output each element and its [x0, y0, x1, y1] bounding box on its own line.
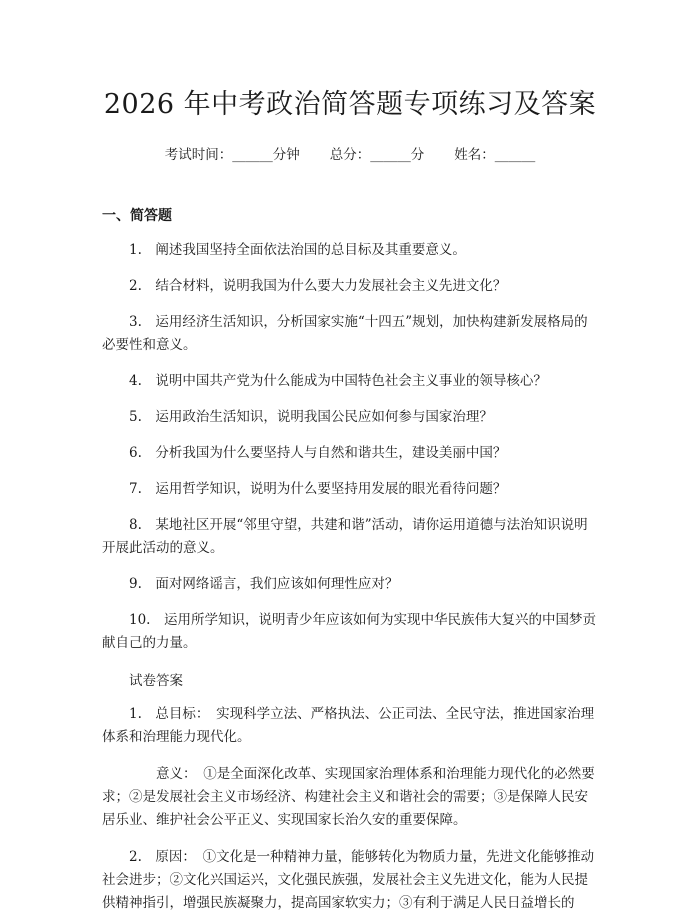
question-item: 10. 运用所学知识，说明青少年应该如何为实现中华民族伟大复兴的中国梦贡献自己的力量。: [102, 612, 596, 651]
total-score-label: 总分：______分: [329, 147, 425, 163]
question-item: 2. 结合材料，说明我国为什么要大力发展社会主义先进文化？: [129, 278, 507, 294]
question-item: 5. 运用政治生活知识，说明我国公民应如何参与国家治理？: [129, 409, 493, 425]
question-item: 1. 阐述我国坚持全面依法治国的总目标及其重要意义。: [129, 242, 466, 258]
question-item: 9. 面对网络谣言，我们应该如何理性应对？: [129, 576, 399, 592]
answers-title: 试卷答案: [129, 673, 183, 689]
exam-meta: [102, 143, 598, 163]
answer-2-reason: 2. 原因： ①文化是一种精神力量，能够转化为物质力量，先进文化能够推动社会进步；②文化兴国运兴，文化强民族强，发展社会主义先进文化，能为人民提供精神指引，增强民族凝聚力，提高国家软实力；③有利于满足人民日益增长的: [102, 849, 595, 911]
name-label: 姓名：______: [454, 147, 536, 163]
question-item: 6. 分析我国为什么要坚持人与自然和谐共生，建设美丽中国？: [129, 445, 507, 461]
question-item: 8. 某地社区开展“邻里守望，共建和谐”活动，请你运用道德与法治知识说明开展此活动的意义。: [102, 517, 588, 556]
question-item: 4. 说明中国共产党为什么能成为中国特色社会主义事业的领导核心？: [129, 373, 547, 389]
exam-time-label: 考试时间：______分钟: [164, 147, 300, 163]
document-title: 2026 年中考政治简答题专项练习及答案: [103, 89, 597, 120]
answer-1-meaning: 意义： ①是全面深化改革、实现国家治理体系和治理能力现代化的必然要求；②是发展社会主义市场经济、构建社会主义和谐社会的需要；③是保障人民安居乐业、维护社会公平正义、实现国家长治久安的重要保障。: [102, 766, 595, 828]
question-item: 3. 运用经济生活知识，分析国家实施“十四五”规划，加快构建新发展格局的必要性和意义。: [102, 314, 588, 353]
question-item: 7. 运用哲学知识，说明为什么要坚持用发展的眼光看待问题？: [129, 481, 507, 497]
question-list: [102, 239, 598, 655]
answer-1-goal: 1. 总目标： 实现科学立法、严格执法、公正司法、全民守法，推进国家治理体系和治理能力现代化。: [102, 706, 595, 745]
section-title: 一、简答题: [102, 208, 172, 224]
